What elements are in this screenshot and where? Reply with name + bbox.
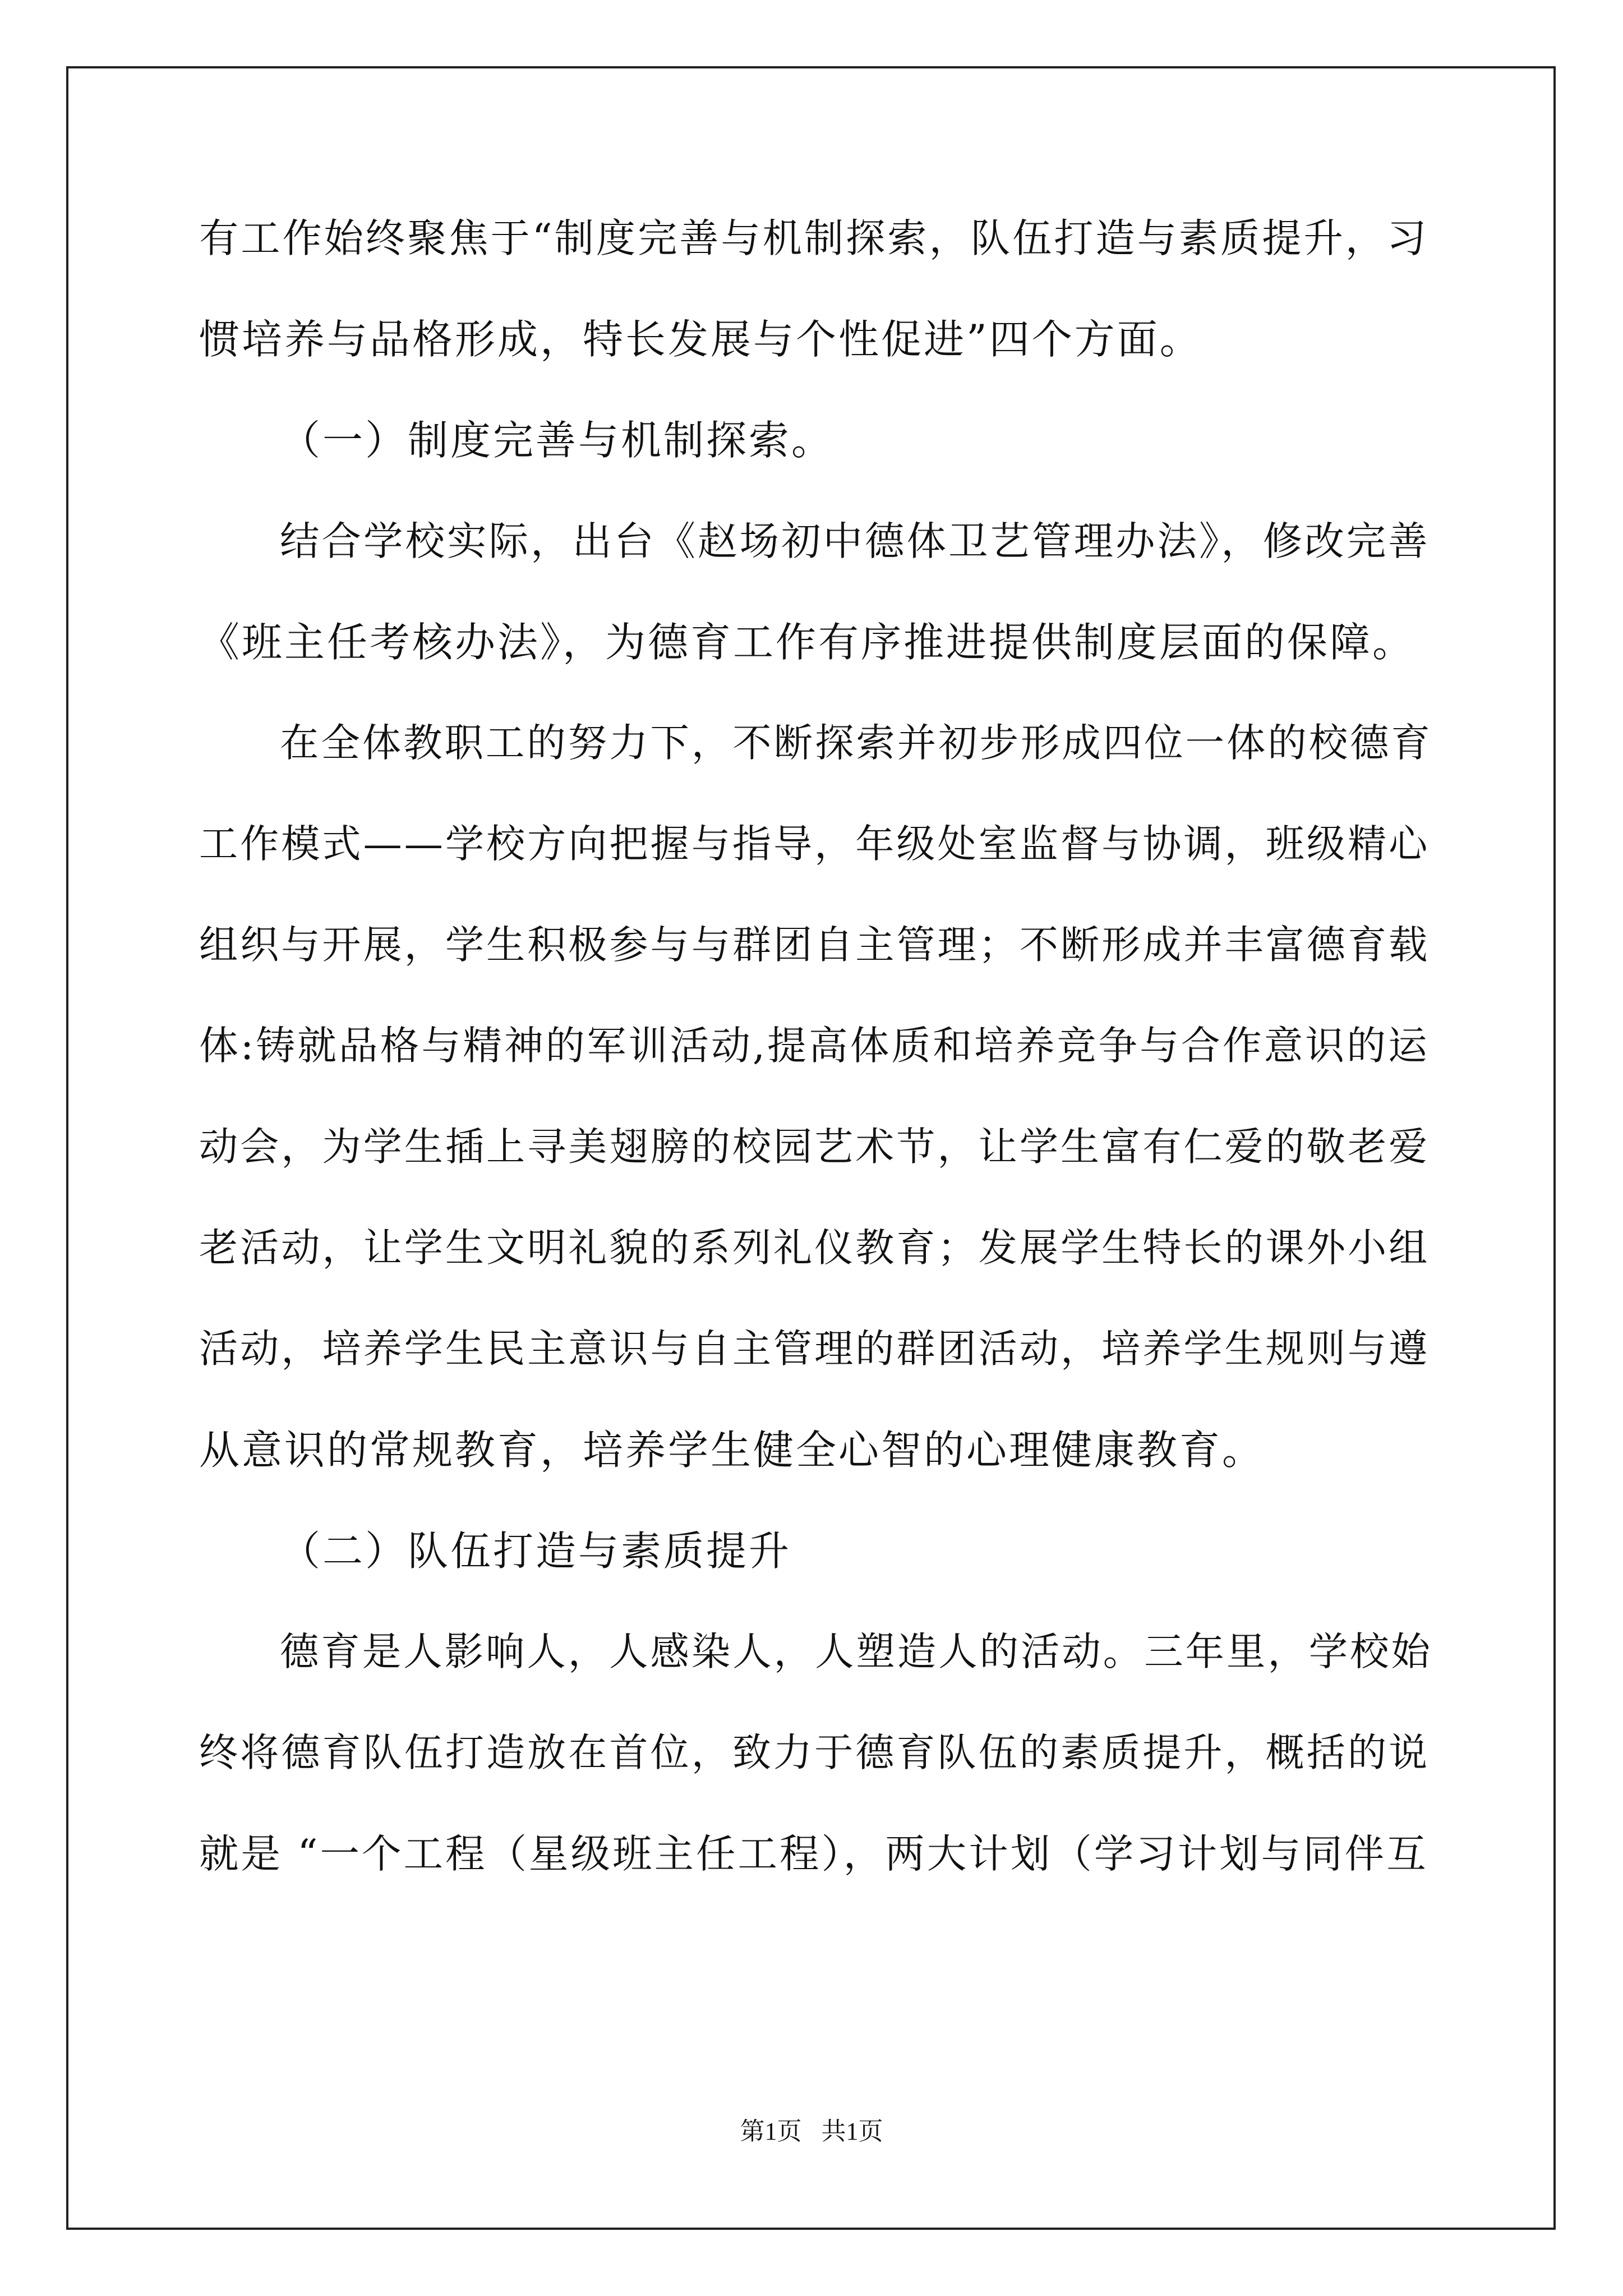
paragraph-1-line-2: 《班主任考核办法》，为德育工作有序推进提供制度层面的保障。 — [199, 619, 1415, 666]
paragraph-2-line-6: 老活动，让学生文明礼貌的系列礼仪教育；发展学生特长的课外小组 — [199, 1226, 1430, 1271]
page-total: 共1页 — [821, 2118, 883, 2145]
paragraph-2-line-7: 活动，培养学生民主意识与自主管理的群团活动，培养学生规则与遵 — [199, 1327, 1430, 1372]
paragraph-2-line-4: 体:铸就品格与精神的军训活动,提高体质和培养竞争与合作意识的运 — [199, 1023, 1430, 1069]
paragraph-3-line-2: 终将德育队伍打造放在首位，致力于德育队伍的素质提升，概括的说 — [199, 1731, 1430, 1775]
body-line-1: 有工作始终聚焦于“制度完善与机制探索，队伍打造与素质提升，习 — [199, 215, 1429, 261]
paragraph-2-line-5: 动会，为学生插上寻美翅膀的校园艺术节，让学生富有仁爱的敬老爱 — [199, 1125, 1430, 1170]
paragraph-2-line-2: 工作模式——学校方向把握与指导，年级处室监督与协调，班级精心 — [199, 822, 1430, 867]
paragraph-2-line-3: 组织与开展，学生积极参与与群团自主管理；不断形成并丰富德育载 — [199, 923, 1430, 968]
page-number: 第1页 — [740, 2118, 802, 2145]
paragraph-1-line-1: 结合学校实际，出台《赵场初中德体卫艺管理办法》，修改完善 — [280, 518, 1430, 564]
section-heading-1: （一）制度完善与机制探索。 — [280, 417, 834, 464]
paragraph-3-line-1: 德育是人影响人，人感染人，人塑造人的活动。三年里，学校始 — [280, 1630, 1432, 1674]
page-footer — [0, 2115, 1623, 2148]
section-heading-2: （二）队伍打造与素质提升 — [280, 1527, 792, 1575]
paragraph-3-line-3: 就是 “一个工程（星级班主任工程），两大计划（学习计划与同伴互 — [199, 1831, 1428, 1877]
body-line-2: 惯培养与品格形成，特长发展与个性促进”四个方面。 — [199, 316, 1202, 363]
paragraph-2-line-8: 从意识的常规教育，培养学生健全心智的心理健康教育。 — [199, 1427, 1265, 1474]
document-body — [199, 213, 1432, 1930]
paragraph-2-line-1: 在全体教职工的努力下，不断探索并初步形成四位一体的校德育 — [280, 721, 1432, 766]
